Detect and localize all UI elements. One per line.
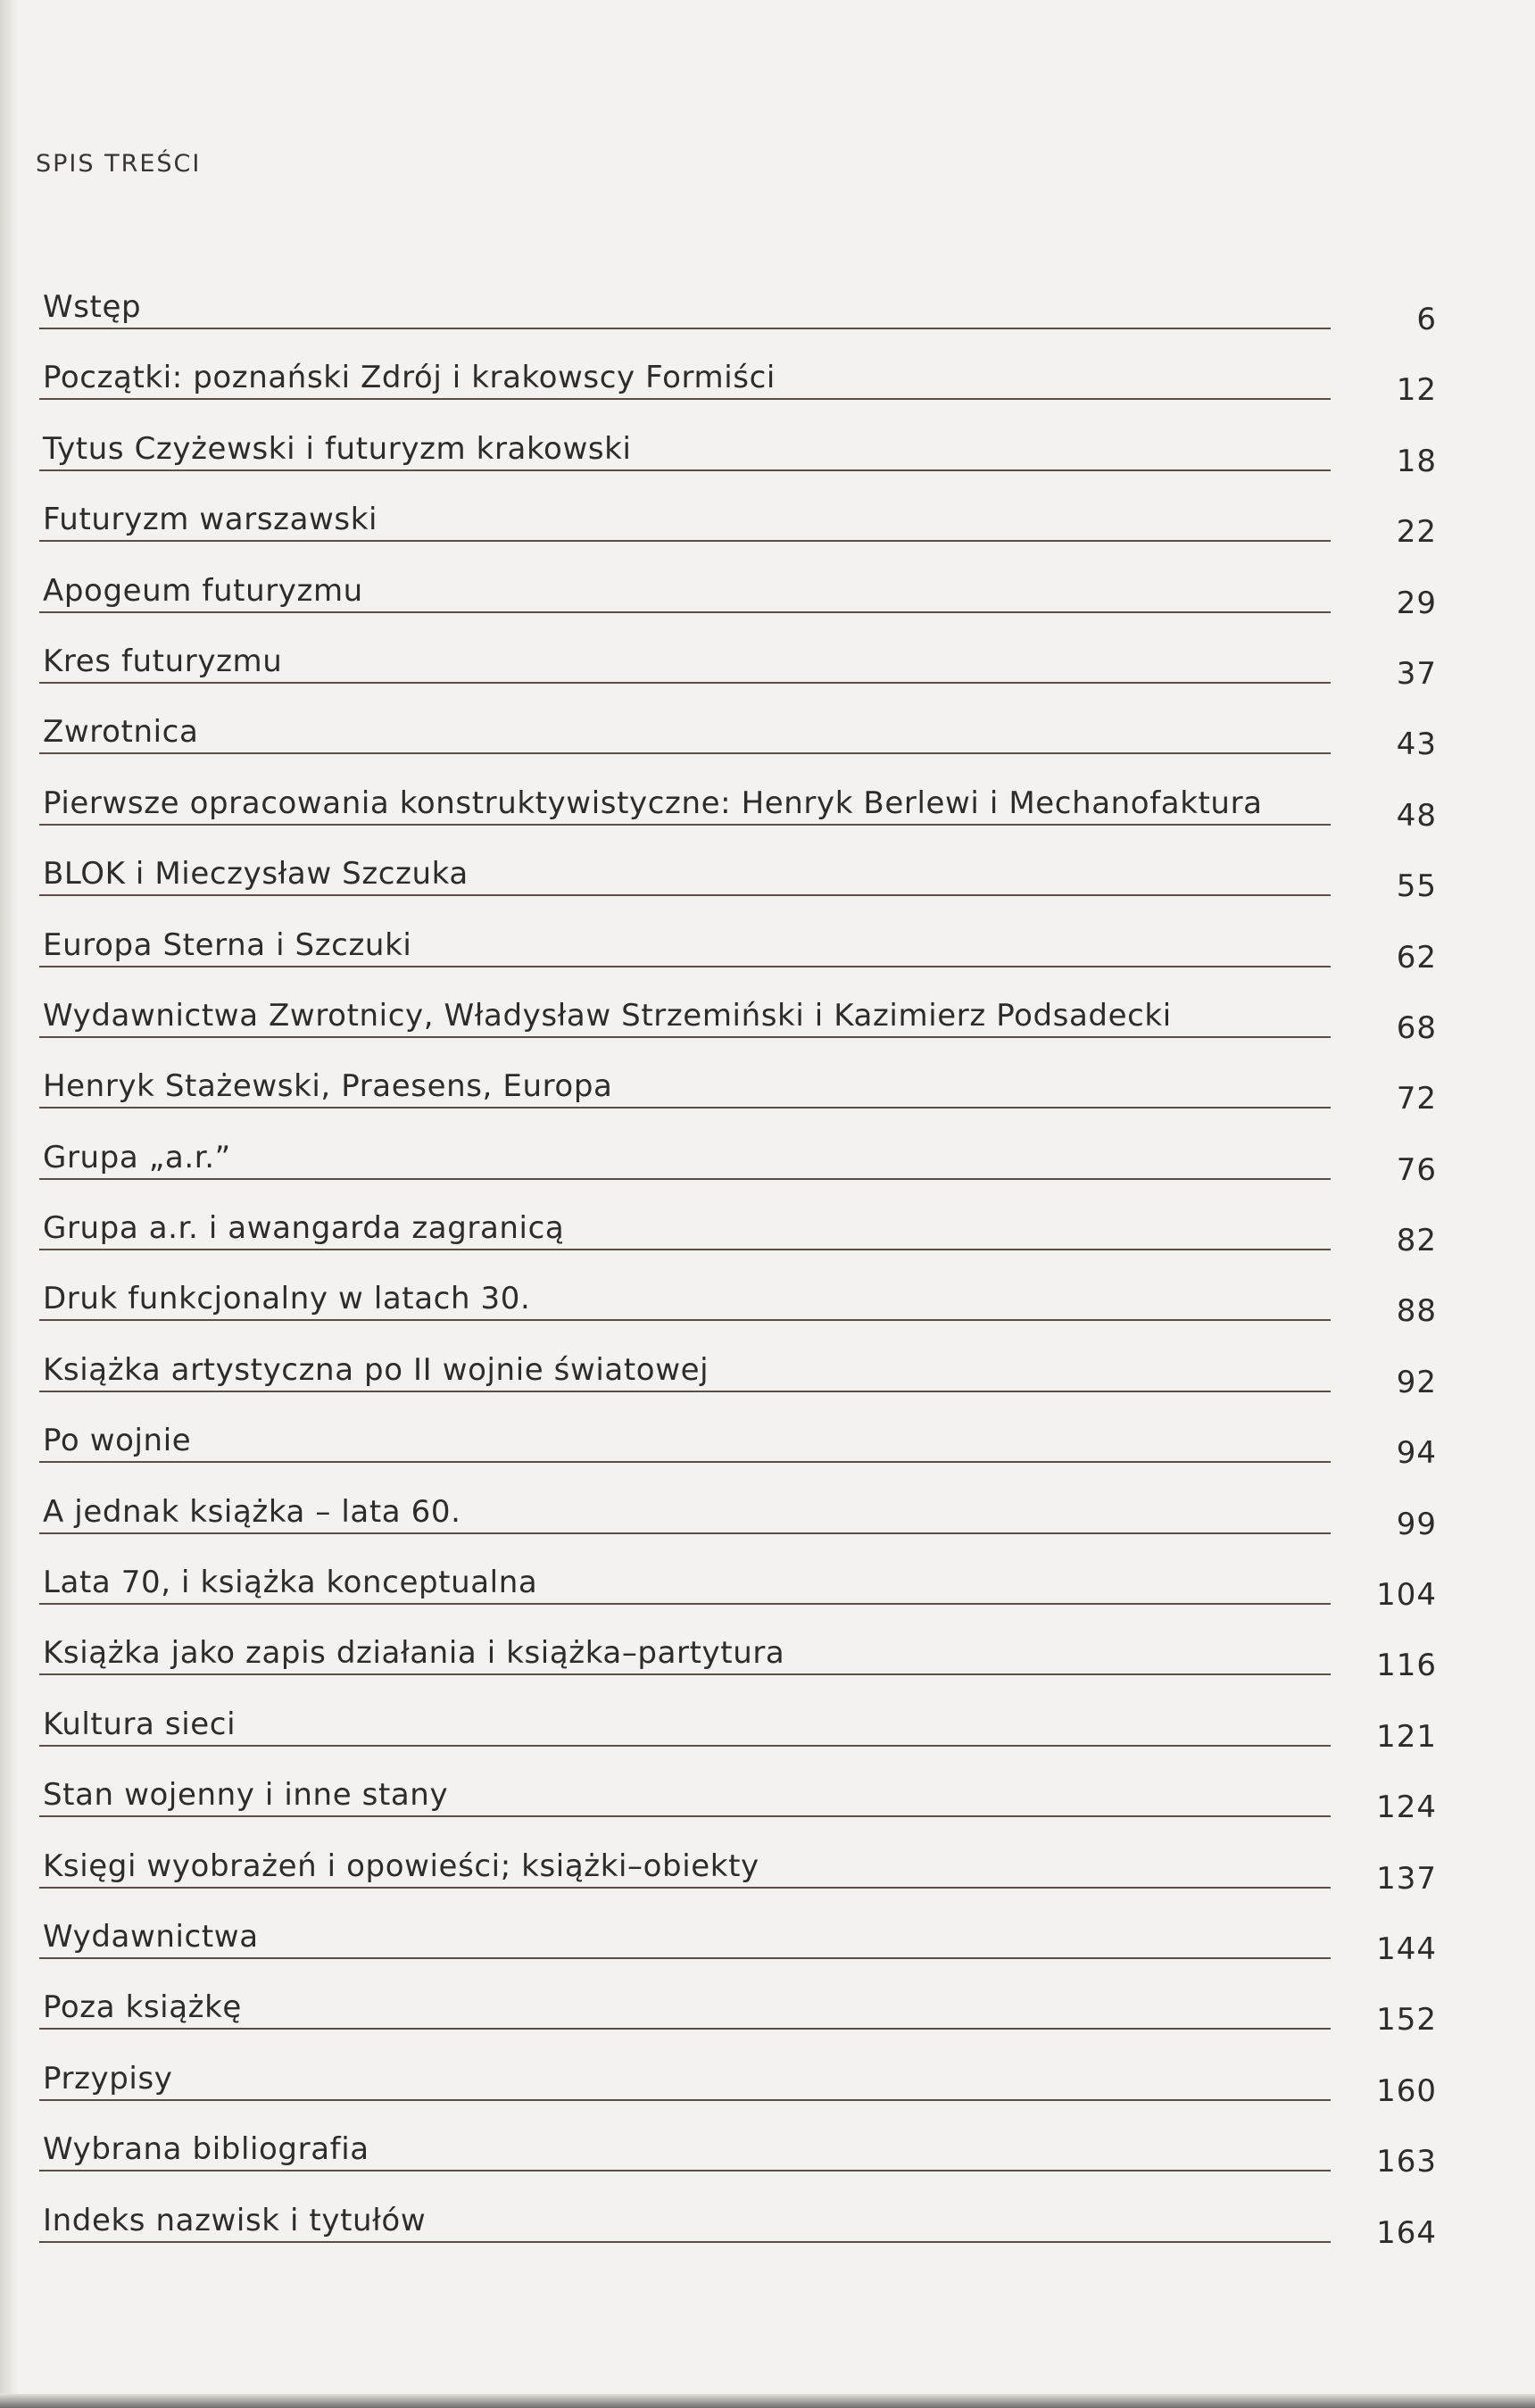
entry-underline bbox=[39, 966, 1331, 967]
entry-underline bbox=[39, 682, 1331, 684]
entry-page-number: 137 bbox=[1376, 1860, 1437, 1897]
toc-entry bbox=[36, 985, 1437, 1056]
entry-page-number: 82 bbox=[1396, 1223, 1437, 1259]
entry-underline bbox=[39, 824, 1331, 826]
entry-underline bbox=[39, 1603, 1331, 1605]
entry-title: Książka jako zapis działania i książka–partytura bbox=[43, 1635, 785, 1672]
toc-entry bbox=[36, 1198, 1437, 1268]
toc-list bbox=[36, 277, 1437, 2261]
entry-underline bbox=[39, 1815, 1331, 1817]
entry-title: Poza książkę bbox=[43, 1989, 242, 2026]
entry-title: Europa Sterna i Szczuki bbox=[43, 926, 412, 963]
toc-entry bbox=[36, 1836, 1437, 1906]
entry-title: Zwrotnica bbox=[43, 714, 199, 751]
entry-page-number: 116 bbox=[1376, 1648, 1437, 1684]
entry-page-number: 121 bbox=[1376, 1718, 1437, 1755]
toc-heading: SPIS TREŚCI bbox=[36, 150, 202, 178]
entry-underline bbox=[39, 2028, 1331, 2030]
entry-underline bbox=[39, 1391, 1331, 1392]
toc-entry bbox=[36, 1623, 1437, 1693]
entry-title: Druk funkcjonalny w latach 30. bbox=[43, 1281, 531, 1317]
toc-entry bbox=[36, 2190, 1437, 2261]
toc-entry bbox=[36, 1552, 1437, 1623]
toc-entry bbox=[36, 1340, 1437, 1410]
toc-entry bbox=[36, 773, 1437, 843]
entry-title: Początki: poznański Zdrój i krakowscy Formiści bbox=[43, 360, 776, 396]
entry-page-number: 55 bbox=[1396, 868, 1437, 905]
entry-title: Futuryzm warszawski bbox=[43, 502, 378, 538]
toc-entry bbox=[36, 1906, 1437, 1977]
entry-title: Wybrana bibliografia bbox=[43, 2131, 369, 2168]
entry-title: Pierwsze opracowania konstruktywistyczne: Henryk Berlewi i Mechanofaktura bbox=[43, 785, 1263, 821]
entry-underline bbox=[39, 2170, 1331, 2171]
toc-entry bbox=[36, 2048, 1437, 2119]
toc-entry bbox=[36, 702, 1437, 772]
entry-underline bbox=[39, 469, 1331, 471]
entry-page-number: 92 bbox=[1396, 1364, 1437, 1400]
entry-title: Henryk Stażewski, Praesens, Europa bbox=[43, 1068, 613, 1105]
entry-underline bbox=[39, 1249, 1331, 1250]
entry-title: Kres futuryzmu bbox=[43, 643, 283, 679]
toc-entry bbox=[36, 915, 1437, 985]
entry-title: Wydawnictwa bbox=[43, 1918, 259, 1955]
entry-page-number: 43 bbox=[1396, 727, 1437, 763]
toc-entry bbox=[36, 1764, 1437, 1835]
toc-entry bbox=[36, 843, 1437, 914]
entry-underline bbox=[39, 398, 1331, 400]
entry-title: A jednak książka – lata 60. bbox=[43, 1493, 461, 1530]
entry-page-number: 62 bbox=[1396, 939, 1437, 976]
entry-page-number: 104 bbox=[1376, 1577, 1437, 1614]
entry-title: Księgi wyobrażeń i opowieści; książki–obiekty bbox=[43, 1848, 759, 1884]
entry-underline bbox=[39, 1319, 1331, 1321]
entry-page-number: 48 bbox=[1396, 797, 1437, 834]
entry-page-number: 163 bbox=[1376, 2144, 1437, 2180]
entry-title: Indeks nazwisk i tytułów bbox=[43, 2202, 427, 2238]
entry-title: Grupa a.r. i awangarda zagranicą bbox=[43, 1210, 565, 1247]
toc-entry bbox=[36, 489, 1437, 560]
entry-page-number: 76 bbox=[1396, 1151, 1437, 1188]
entry-title: Apogeum futuryzmu bbox=[43, 572, 363, 609]
entry-page-number: 72 bbox=[1396, 1081, 1437, 1117]
entry-underline bbox=[39, 2241, 1331, 2243]
entry-page-number: 6 bbox=[1416, 302, 1437, 337]
toc-entry bbox=[36, 277, 1437, 347]
toc-entry bbox=[36, 1694, 1437, 1764]
entry-page-number: 94 bbox=[1396, 1435, 1437, 1472]
entry-underline bbox=[39, 1745, 1331, 1747]
entry-underline bbox=[39, 1461, 1331, 1463]
entry-underline bbox=[39, 1107, 1331, 1109]
toc-entry bbox=[36, 560, 1437, 631]
toc-entry bbox=[36, 1410, 1437, 1481]
entry-page-number: 12 bbox=[1396, 372, 1437, 409]
toc-entry bbox=[36, 1127, 1437, 1198]
entry-title: Grupa „a.r.” bbox=[43, 1139, 231, 1175]
entry-underline bbox=[39, 1036, 1331, 1038]
entry-title: BLOK i Mieczysław Szczuka bbox=[43, 856, 469, 893]
entry-page-number: 164 bbox=[1376, 2214, 1437, 2251]
entry-page-number: 88 bbox=[1396, 1293, 1437, 1330]
toc-entry bbox=[36, 631, 1437, 702]
entry-page-number: 68 bbox=[1396, 1009, 1437, 1046]
entry-title: Tytus Czyżewski i futuryzm krakowski bbox=[43, 430, 632, 467]
entry-page-number: 144 bbox=[1376, 1931, 1437, 1967]
page-binding-shadow bbox=[0, 0, 18, 2408]
entry-underline bbox=[39, 1957, 1331, 1959]
entry-underline bbox=[39, 752, 1331, 754]
toc-entry bbox=[36, 419, 1437, 489]
entry-underline bbox=[39, 894, 1331, 896]
entry-page-number: 29 bbox=[1396, 585, 1437, 621]
entry-underline bbox=[39, 611, 1331, 613]
entry-title: Po wojnie bbox=[43, 1423, 192, 1459]
toc-entry bbox=[36, 1056, 1437, 1126]
entry-title: Książka artystyczna po II wojnie światowej bbox=[43, 1351, 709, 1388]
entry-title: Wydawnictwa Zwrotnicy, Władysław Strzemiński i Kazimierz Podsadecki bbox=[43, 997, 1172, 1034]
entry-page-number: 18 bbox=[1396, 443, 1437, 479]
entry-underline bbox=[39, 1887, 1331, 1889]
entry-underline bbox=[39, 540, 1331, 542]
entry-page-number: 99 bbox=[1396, 1506, 1437, 1542]
entry-underline bbox=[39, 1178, 1331, 1180]
entry-underline bbox=[39, 1532, 1331, 1534]
entry-title: Kultura sieci bbox=[43, 1706, 236, 1742]
entry-page-number: 152 bbox=[1376, 2002, 1437, 2038]
entry-title: Stan wojenny i inne stany bbox=[43, 1777, 449, 1814]
page-bottom-edge bbox=[0, 2394, 1535, 2408]
entry-title: Wstęp bbox=[43, 289, 142, 325]
entry-page-number: 22 bbox=[1396, 514, 1437, 551]
toc-entry bbox=[36, 347, 1437, 418]
entry-page-number: 160 bbox=[1376, 2072, 1437, 2109]
entry-underline bbox=[39, 2099, 1331, 2101]
entry-page-number: 124 bbox=[1376, 1789, 1437, 1826]
toc-entry bbox=[36, 1977, 1437, 2047]
entry-title: Lata 70, i książka konceptualna bbox=[43, 1565, 538, 1601]
entry-underline bbox=[39, 1673, 1331, 1675]
entry-title: Przypisy bbox=[43, 2060, 173, 2097]
toc-entry bbox=[36, 1268, 1437, 1339]
entry-page-number: 37 bbox=[1396, 655, 1437, 692]
toc-entry bbox=[36, 1482, 1437, 1552]
entry-underline bbox=[39, 328, 1331, 329]
toc-entry bbox=[36, 2119, 1437, 2189]
